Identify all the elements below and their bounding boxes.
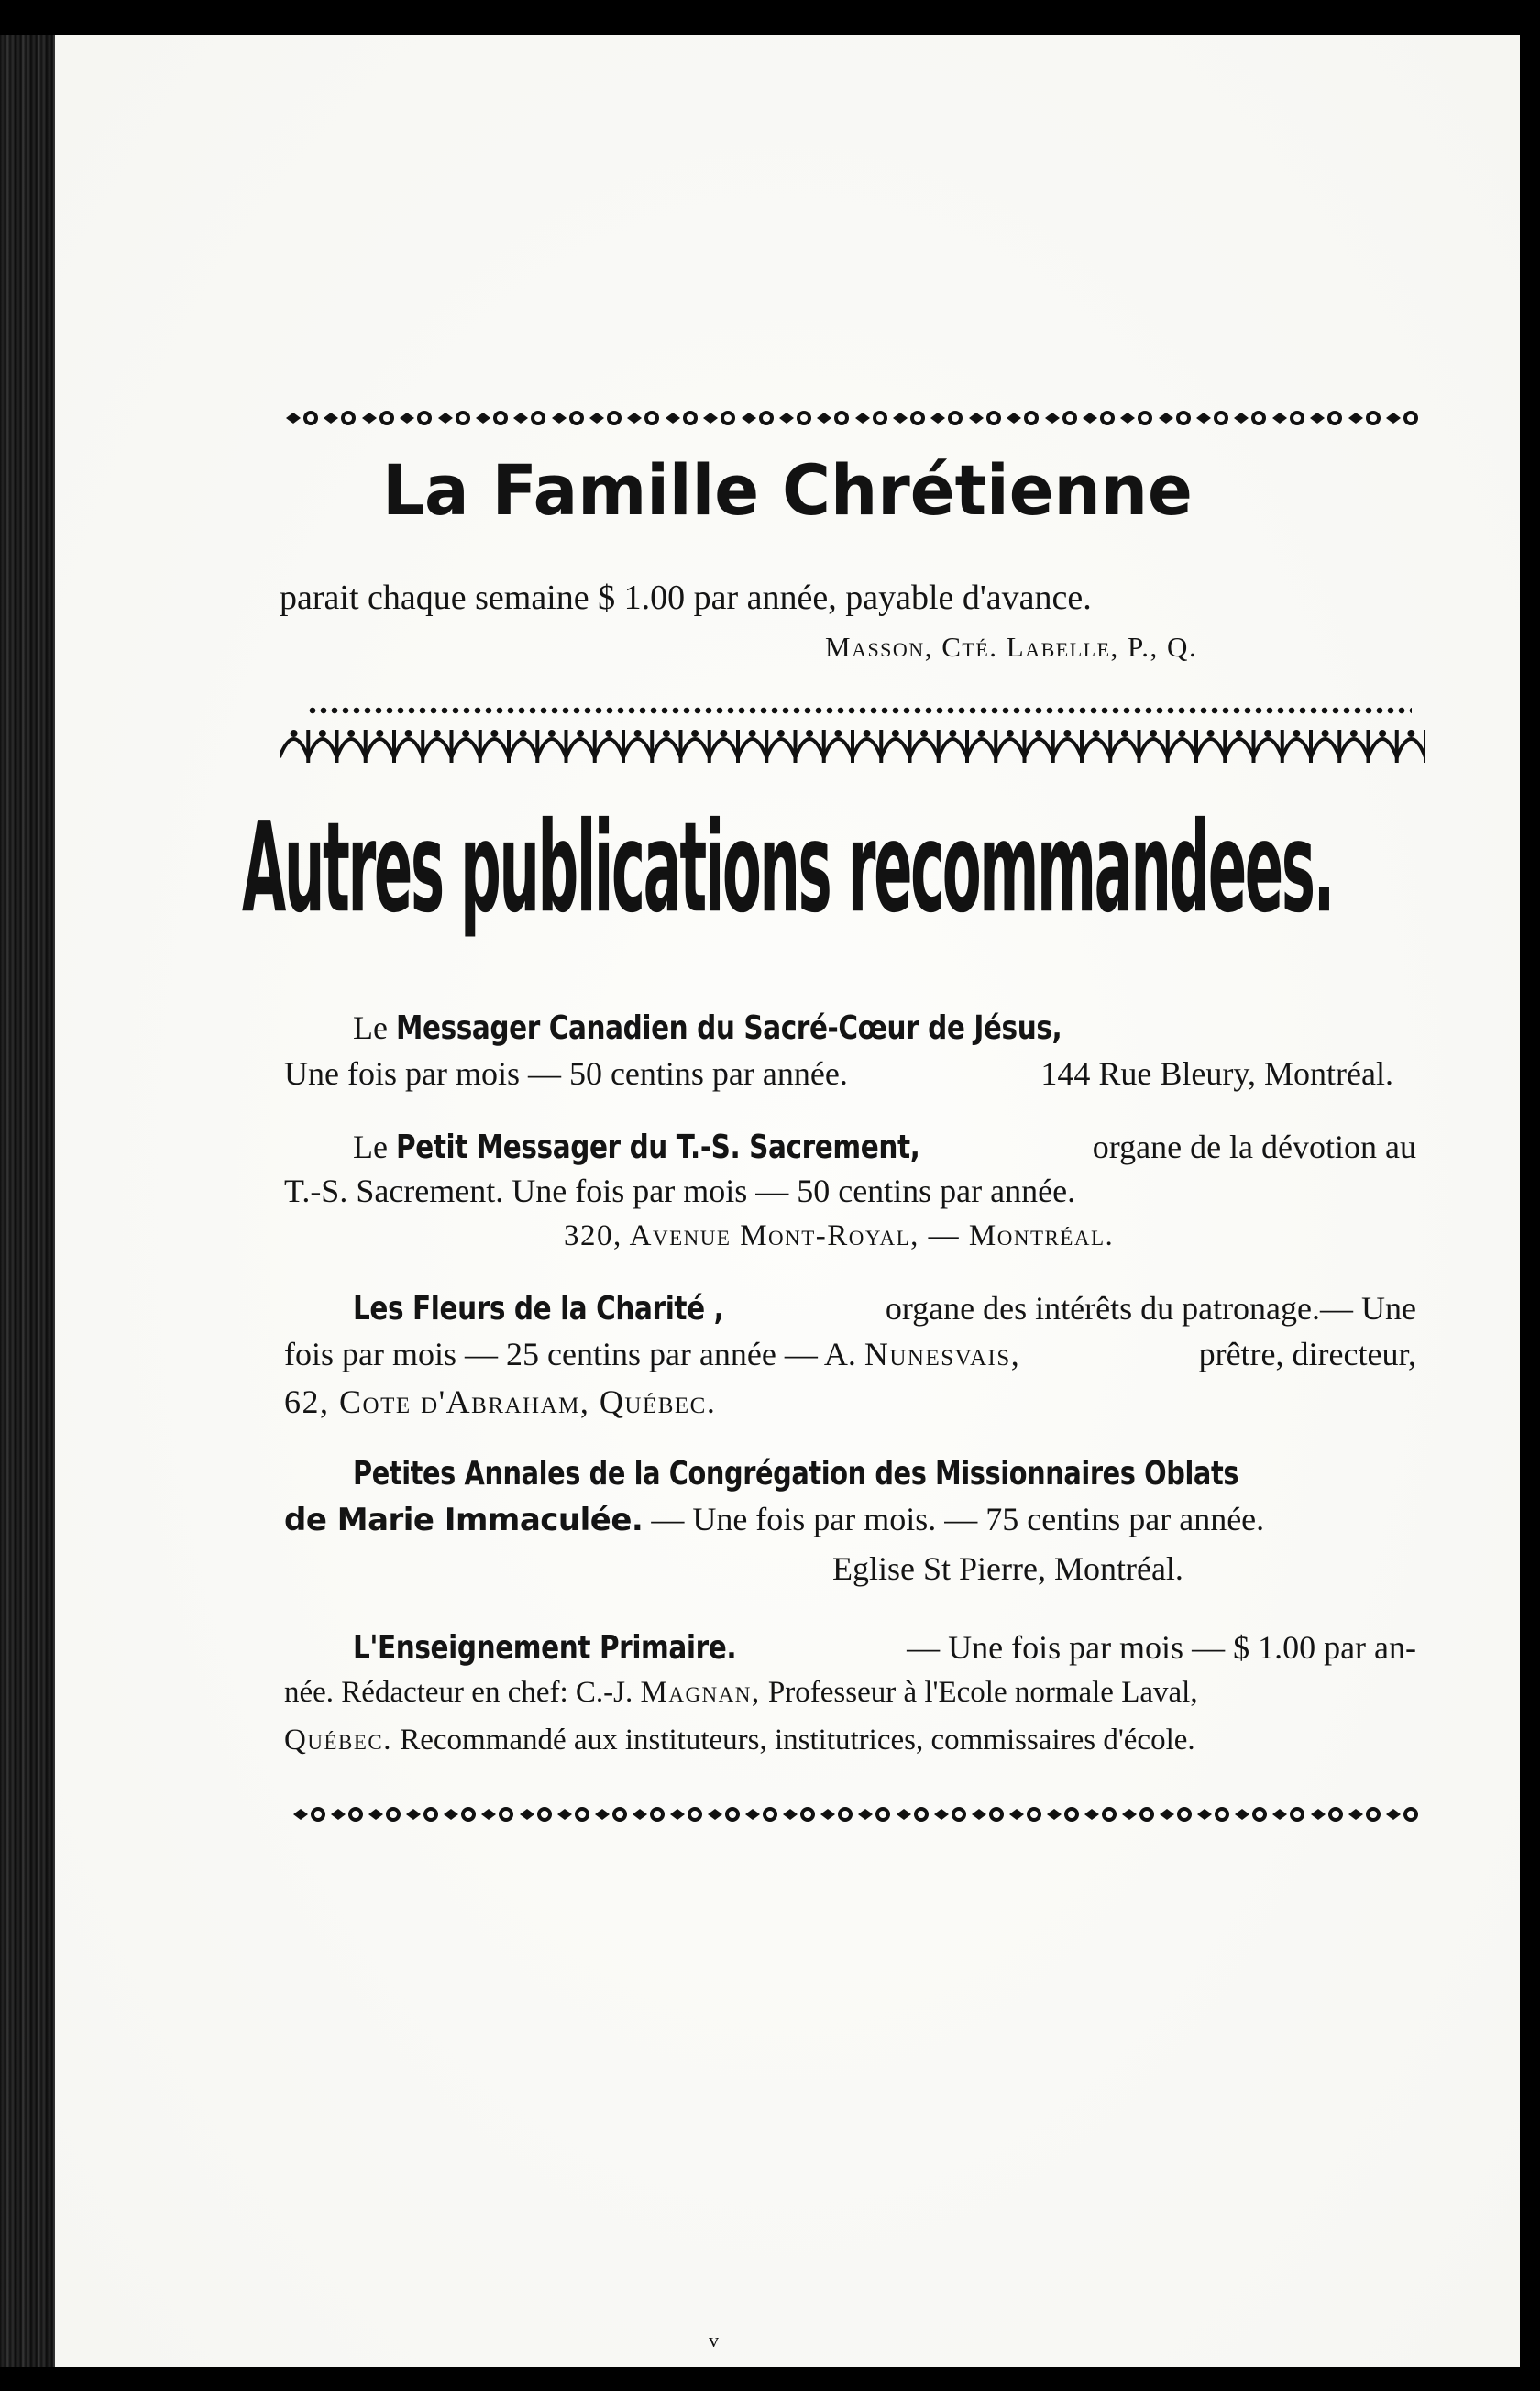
page: [55, 35, 1520, 2367]
ornament-link: [1347, 408, 1383, 428]
entry-detail: prêtre, directeur,: [1198, 1336, 1416, 1372]
publication-name: Petit Messager du T.-S. Sacrement,: [395, 1129, 920, 1166]
ornament-link: [631, 1804, 667, 1824]
entry-detail: Une fois par mois — 50 centins par année.: [284, 1055, 848, 1092]
entry-messager-canadien-detail: [284, 1054, 1393, 1093]
ornament-link: [1384, 1804, 1421, 1824]
ornament-link: [664, 408, 700, 428]
entry-detail: née. Rédacteur en chef: C.-J.: [284, 1676, 633, 1709]
ornament-link: [329, 1804, 366, 1824]
ornament-link: [853, 408, 890, 428]
ornament-link: [292, 1804, 328, 1824]
scan-border-right: [1520, 0, 1540, 2391]
ornament-link: [932, 1804, 969, 1824]
ornament-link: [777, 408, 814, 428]
ornament-link: [967, 408, 1004, 428]
ornament-link: [1120, 1804, 1157, 1824]
entry-petites-annales-detail: [284, 1500, 1264, 1538]
arch-ornament-band: [280, 721, 1425, 765]
scan-border-top: [0, 0, 1540, 35]
entry-prefix: Le: [353, 1129, 388, 1165]
ornament-link: [701, 408, 738, 428]
ornament-link: [360, 408, 397, 428]
section-heading-block: [55, 795, 1520, 941]
entry-detail: — Une fois par mois. — 75 centins par année.: [651, 1501, 1265, 1537]
ornament-link: [668, 1804, 705, 1824]
scan-border-bottom: [0, 2367, 1540, 2391]
ornament-link: [1157, 408, 1194, 428]
ornament-link: [1309, 1804, 1346, 1824]
entry-petit-messager-address: 320, Avenue Mont-Royal, — Montréal.: [564, 1219, 1115, 1252]
journal-title: La Famille Chrétienne: [382, 449, 1193, 532]
ornament-link: [815, 408, 852, 428]
ornament-link: [891, 408, 928, 428]
entry-petit-messager-title: [353, 1128, 1416, 1166]
ornament-link: [1005, 408, 1041, 428]
entry-enseignement-detail: [284, 1676, 1198, 1710]
ornament-link: [743, 1804, 780, 1824]
ornament-link: [1045, 1804, 1082, 1824]
ornament-link: [970, 1804, 1006, 1824]
ornament-border-bottom: [292, 1802, 1421, 1826]
publication-name: Messager Canadien du Sacré-Cœur de Jésus,: [395, 1009, 1062, 1047]
ornament-link: [588, 408, 624, 428]
entry-detail: organe de la dévotion au: [1092, 1129, 1416, 1165]
journal-address: Masson, Cté. Labelle, P., Q.: [825, 631, 1198, 663]
entry-enseignement-title: [353, 1628, 1416, 1667]
entry-petites-annales-title: [353, 1454, 1460, 1493]
entry-fleurs-title: [353, 1289, 1416, 1328]
ornament-link: [1384, 408, 1421, 428]
entry-fleurs-detail: [284, 1335, 1416, 1373]
director-name: Nunesvais,: [864, 1336, 1021, 1372]
ornament-link: [1194, 408, 1231, 428]
ornament-link: [367, 1804, 403, 1824]
ornament-link: [550, 408, 587, 428]
publication-name-continued: de Marie Immaculée.: [284, 1502, 644, 1538]
ornament-link: [1308, 408, 1345, 428]
city-name: Québec.: [284, 1724, 392, 1757]
entry-messager-canadien-title: [353, 1008, 1208, 1047]
entry-petites-annales-address: Eglise St Pierre, Montréal.: [832, 1550, 1183, 1587]
ornament-link: [895, 1804, 931, 1824]
entry-detail: — Une fois par mois — $ 1.00 par an-: [907, 1629, 1416, 1666]
journal-title-block: [55, 449, 1520, 532]
publication-name: Petites Annales de la Congrégation des Missionnaires Oblats: [353, 1455, 1239, 1493]
entry-detail: Recommandé aux instituteurs, institutrices, commissaires d'école.: [400, 1724, 1195, 1757]
entry-enseignement-recommendation: [284, 1724, 1195, 1757]
book-binding-edge: [0, 0, 55, 2391]
entry-address: 144 Rue Bleury, Montréal.: [1040, 1055, 1393, 1092]
editor-name: Magnan,: [640, 1676, 761, 1709]
publication-name: L'Enseignement Primaire.: [353, 1629, 737, 1667]
ornament-link: [929, 408, 965, 428]
ornament-border-top: [284, 406, 1421, 430]
publication-name: Les Fleurs de la Charité ,: [353, 1290, 724, 1328]
ornament-link: [1043, 408, 1080, 428]
ornament-link: [1158, 1804, 1194, 1824]
ornament-link: [625, 408, 662, 428]
entry-fleurs-address: 62, Cote d'Abraham, Québec.: [284, 1383, 717, 1420]
ornament-link: [322, 408, 358, 428]
ornament-link: [1232, 408, 1269, 428]
ornament-link: [284, 408, 321, 428]
ornament-link: [1270, 408, 1307, 428]
entry-prefix: Le: [353, 1009, 388, 1046]
ornament-link: [436, 408, 473, 428]
ornament-link: [781, 1804, 818, 1824]
ornament-link: [1233, 1804, 1270, 1824]
ornament-link: [819, 1804, 855, 1824]
ornament-link: [404, 1804, 441, 1824]
ornament-link: [1007, 1804, 1044, 1824]
entry-detail: Professeur à l'Ecole normale Laval,: [767, 1676, 1198, 1709]
page-signature-mark: v: [709, 2329, 719, 2352]
ornament-link: [706, 1804, 742, 1824]
ornament-link: [512, 408, 548, 428]
ornament-link: [1195, 1804, 1232, 1824]
ornament-link: [398, 408, 434, 428]
ornament-link: [1347, 1804, 1383, 1824]
ornament-link: [593, 1804, 630, 1824]
ornament-link: [856, 1804, 893, 1824]
ornament-link: [479, 1804, 516, 1824]
journal-subtitle: parait chaque semaine $ 1.00 par année, payable d'avance.: [280, 578, 1092, 617]
ornament-link: [1081, 408, 1117, 428]
ornament-link: [556, 1804, 592, 1824]
ornament-link: [1118, 408, 1155, 428]
ornament-link: [474, 408, 511, 428]
section-heading: Autres publications recommandees.: [242, 795, 1333, 941]
entry-detail: fois par mois — 25 centins par année — A.: [284, 1336, 856, 1372]
entry-detail: organe des intérêts du patronage.— Une: [885, 1290, 1416, 1327]
entry-petit-messager-detail: T.-S. Sacrement. Une fois par mois — 50 centins par année.: [284, 1173, 1076, 1209]
ornament-link: [1083, 1804, 1119, 1824]
ornament-link: [1270, 1804, 1307, 1824]
ornament-link: [740, 408, 776, 428]
ornament-link: [442, 1804, 478, 1824]
ornament-link: [518, 1804, 555, 1824]
dotted-rule: [307, 706, 1412, 715]
